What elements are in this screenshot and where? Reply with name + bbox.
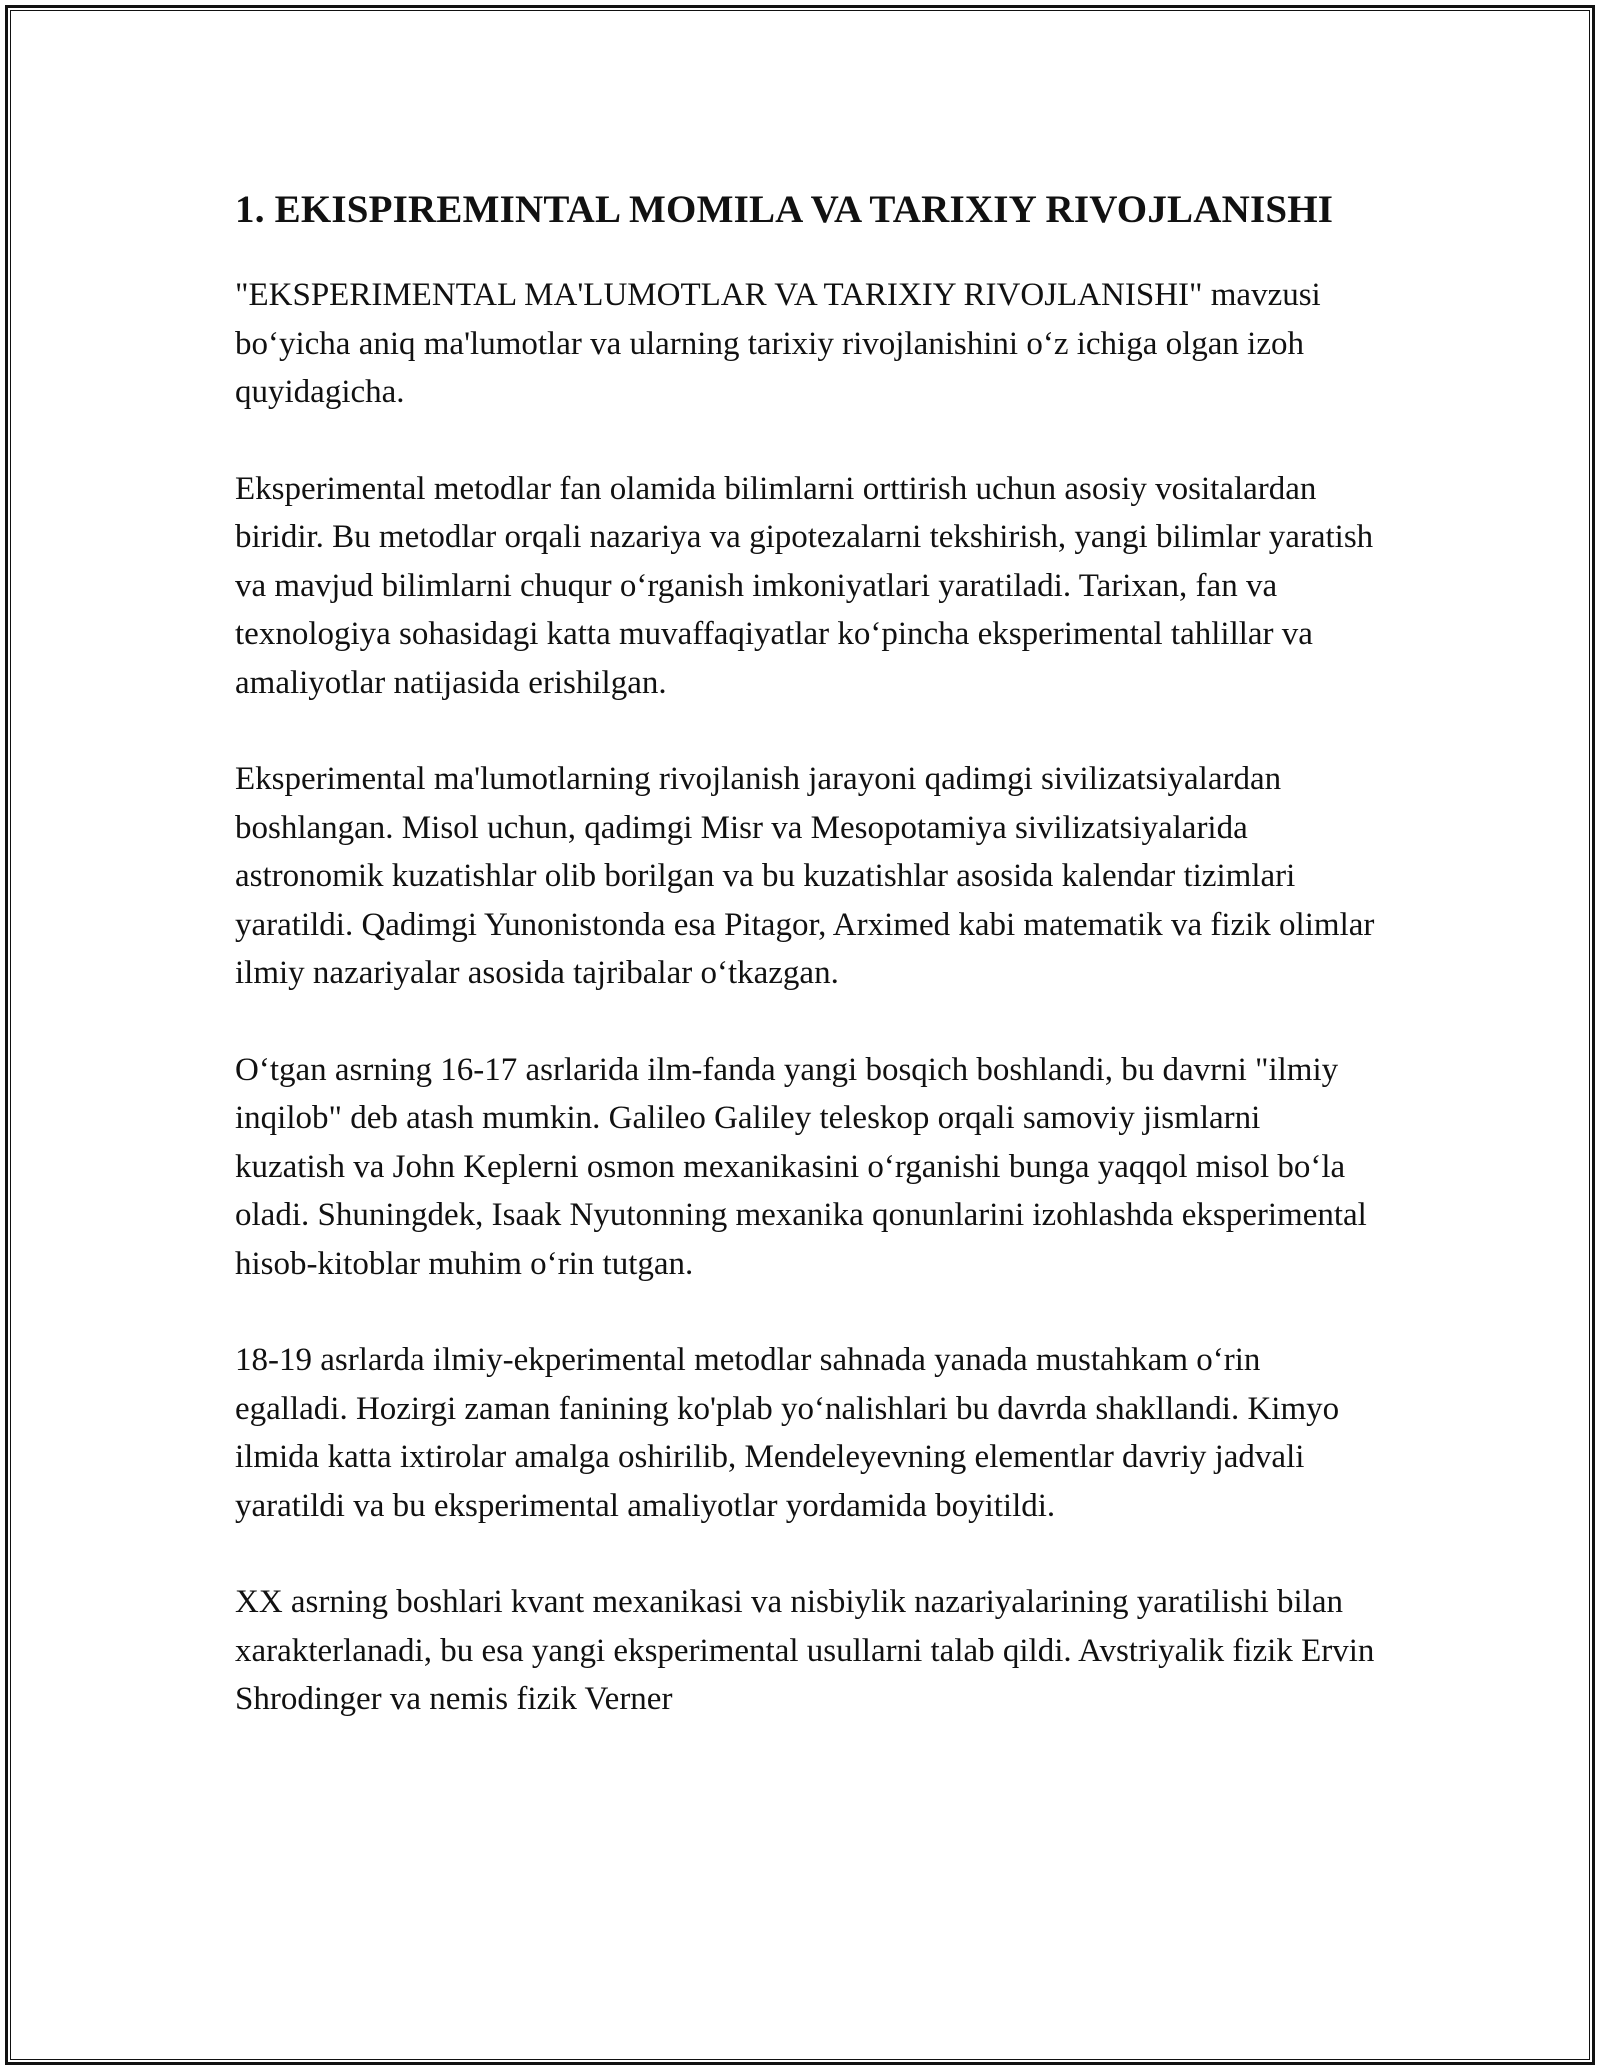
paragraph-ancient: Eksperimental ma'lumotlarning rivojlanish jarayoni qadimgi sivilizatsiyalardan boshlangan. Misol uchun, qadimgi Misr va Mesopotamiya sivilizatsiyalarida astronomik kuzatishlar olib borilgan va bu kuzatishlar asosida kalendar tizimlari yaratildi. Qadimgi Yunonistonda esa Pitagor, Arximed kabi matematik va fizik olimlar ilmiy nazariyalar asosida tajribalar o‘tkazgan. [235,761,1375,991]
paragraph-18-19-centuries: 18-19 asrlarda ilmiy-ekperimental metodlar sahnada yanada mustahkam o‘rin egalladi. Hozirgi zaman fanining ko'plab yo‘nalishlari bu davrda shakllandi. Kimyo ilmida katta ixtirolar amalga oshirilib, Mendeleyevning elementlar davriy jadvali yaratildi va bu eksperimental amaliyotlar yordamida boyitildi. [235,1342,1340,1524]
paragraph-methods: Eksperimental metodlar fan olamida bilimlarni orttirish uchun asosiy vositalardan biridir. Bu metodlar orqali nazariya va gipotezalarni tekshirish, yangi bilimlar yaratish va mavjud bilimlarni chuqur o‘rganish imkoniyatlari yaratiladi. Tarixan, fan va texnologiya sohasidagi katta muvaffaqiyatlar ko‘pincha eksperimental tahlillar va amaliyotlar natijasida erishilgan. [235,470,1374,701]
section-heading: 1. EKISPIREMINTAL MOMILA VA TARIXIY RIVOJLANISHI [235,188,1334,231]
paragraph-20th-century: XX asrning boshlari kvant mexanikasi va nisbiylik nazariyalarining yaratilishi bilan xarakterlanadi, bu esa yangi eksperimental usullarni talab qildi. Avstriyalik fizik Ervin Shrodinger va nemis fizik Verner [235,1584,1375,1717]
paragraph-intro: "EKSPERIMENTAL MA'LUMOTLAR VA TARIXIY RIVOJLANISHI" mavzusi bo‘yicha aniq ma'lumotlar va ularning tarixiy rivojlanishini o‘z ichiga olgan izoh quyidagicha. [235,277,1321,410]
document-body [235,185,1375,1772]
paragraph-scientific-revolution: O‘tgan asrning 16-17 asrlarida ilm-fanda yangi bosqich boshlandi, bu davrni "ilmiy inqilob" deb atash mumkin. Galileo Galiley teleskop orqali samoviy jismlarni kuzatish va John Keplerni osmon mexanikasini o‘rganishi bunga yaqqol misol bo‘la oladi. Shuningdek, Isaak Nyutonning mexanika qonunlarini izohlashda eksperimental hisob-kitoblar muhim o‘rin tutgan. [235,1051,1367,1282]
